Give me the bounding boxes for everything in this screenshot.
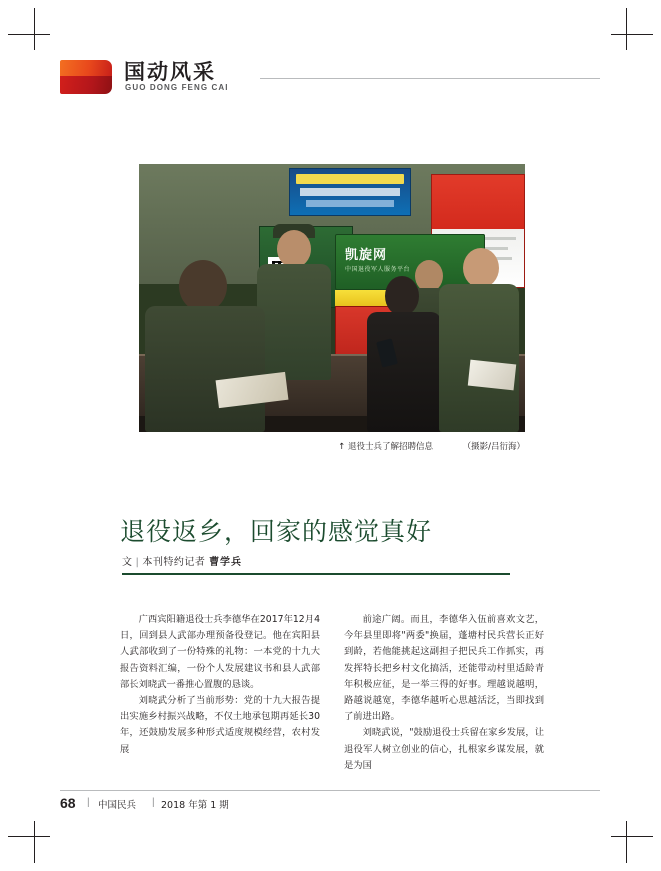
byline-label: 文 (122, 557, 133, 568)
brochure-right (468, 360, 516, 391)
byline-rule (122, 573, 510, 575)
person-veteran-foreground (145, 260, 265, 432)
article-column-right (344, 612, 544, 774)
byline-separator: | (135, 557, 140, 568)
article-body (120, 612, 544, 774)
magazine-name: 中国民兵 (98, 800, 137, 811)
red-flag-icon (60, 60, 112, 94)
crop-mark-bottom-right (611, 821, 653, 863)
photo-caption (139, 440, 525, 454)
booth-sub-label: 中国退役军人服务平台 (345, 267, 411, 273)
person-soldier-standing (255, 230, 333, 380)
paragraph: 前途广阔。而且，李德华入伍前喜欢文艺，今年县里即将"两委"换届，蓬塘村民兵营长正好到龄，若他能挑起这副担子把民兵工作抓实，再发挥特长把乡村文化搞活，还能带动村里适龄青年积极应征，是一举三得的好事。理越说越明，路越说越宽，李德华越听心思越活泛，当即找到了前进出路。 (344, 614, 544, 723)
article-byline (122, 553, 242, 568)
section-masthead (60, 56, 600, 102)
booth-brand-label: 凯旋网 (345, 247, 388, 262)
footer-separator-1: | (87, 797, 90, 808)
paragraph: 刘晓武分析了当前形势：党的十九大报告提出实施乡村振兴战略，不仅土地承包期再延长30年，还鼓励发展多种形式适度规模经营，农村发展 (120, 695, 320, 755)
booth-banner-top (289, 168, 411, 216)
byline-author: 曹学兵 (209, 557, 243, 568)
crop-mark-top-left (8, 8, 50, 50)
footer-rule (60, 790, 600, 791)
person-officer-right (439, 248, 519, 432)
article-photo (139, 164, 525, 432)
paragraph: 刘晓武说，"鼓励退役士兵留在家乡发展，让退役军人树立创业的信心，扎根家乡谋发展，就是为国 (344, 727, 544, 771)
photo-block (139, 164, 525, 454)
page-number: 68 (60, 795, 76, 811)
caption-main-label: 退役士兵了解招聘信息 (347, 442, 433, 452)
crop-mark-bottom-left (8, 821, 50, 863)
caption-arrow-icon: ↑ (338, 442, 346, 452)
footer-separator-2: | (152, 797, 155, 808)
byline-role: 本刊特约记者 (142, 557, 206, 568)
issue-label: 2018 年第 1 期 (161, 800, 229, 811)
paragraph: 广西宾阳籍退役士兵李德华在2017年12月4日，回到县人武部办理预备役登记。他在宾阳县人武部收到了一份特殊的礼物：一本党的十九大报告资料汇编，一份个人发展建议书和县人武部部长刘晓武一番推心置腹的恳谈。 (120, 614, 320, 690)
article-headline: 退役返乡，回家的感觉真好 (120, 517, 433, 546)
page-footer (60, 790, 600, 814)
masthead-rule (260, 78, 600, 79)
section-title-en: GUO DONG FENG CAI (125, 83, 229, 92)
article-column-left (120, 612, 320, 774)
crop-mark-top-right (611, 8, 653, 50)
photo-caption-text (338, 440, 433, 452)
section-title-cn: 国动风采 (124, 60, 216, 84)
photo-credit: （摄影/吕衍海） (462, 442, 525, 452)
